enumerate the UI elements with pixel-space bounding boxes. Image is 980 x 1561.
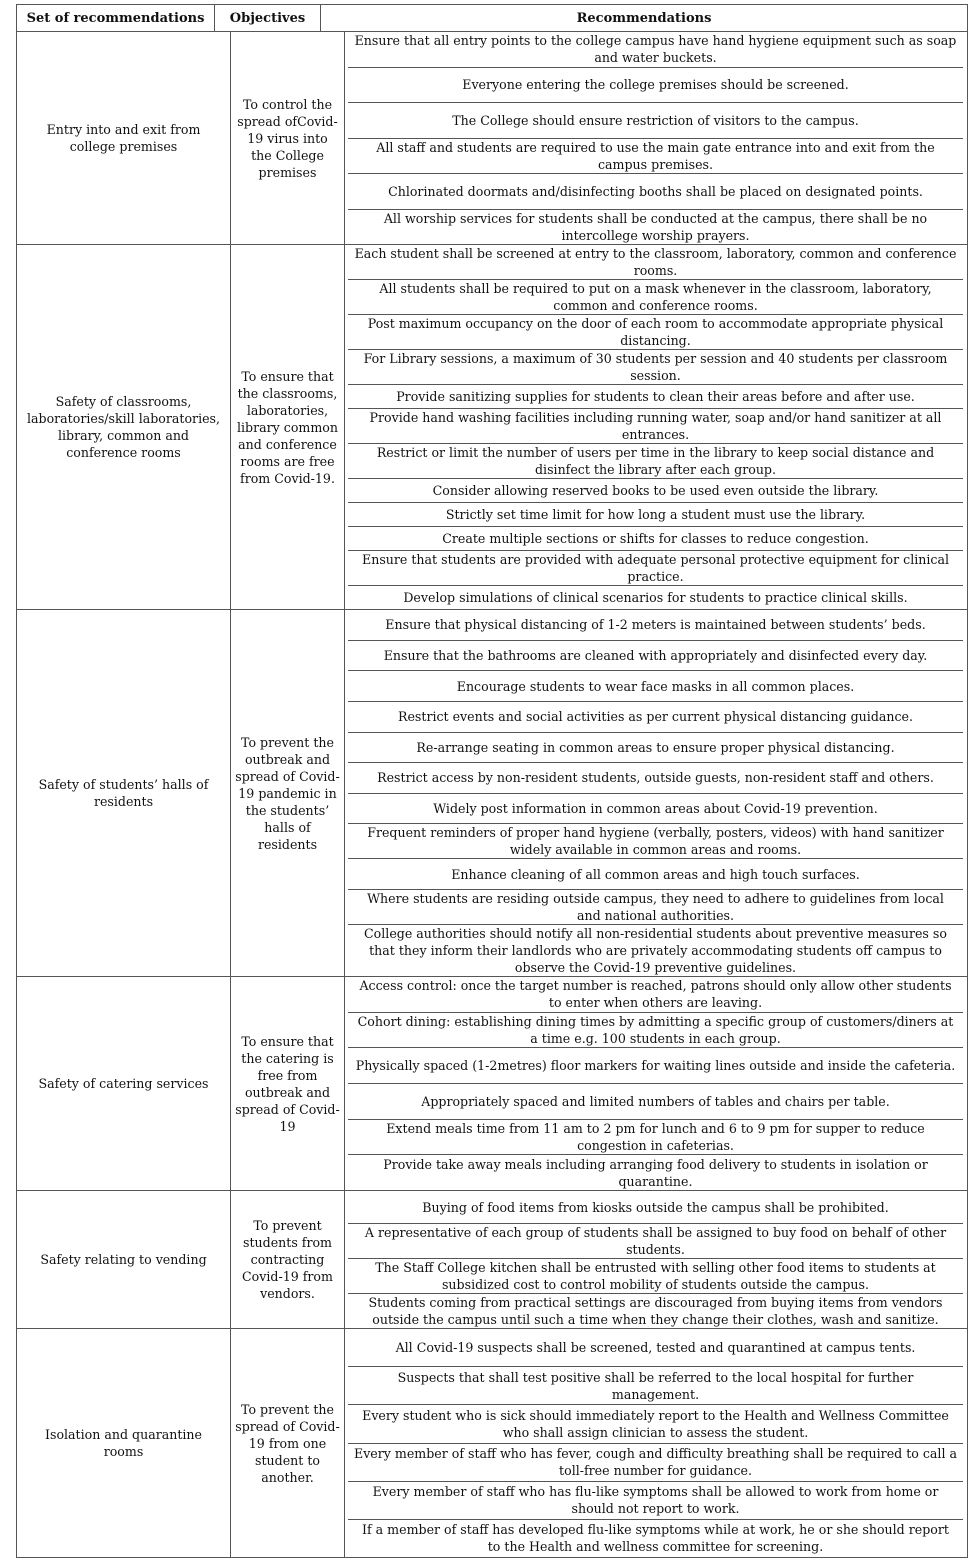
recommendation-item: Everyone entering the college premises should be screened. [348, 68, 963, 104]
table-row [16, 1190, 968, 1328]
recommendation-item: Suspects that shall test positive shall be referred to the local hospital for further management. [348, 1367, 963, 1405]
recommendation-item: Each student shall be screened at entry to the classroom, laboratory, common and conference rooms. [348, 245, 963, 280]
recommendation-item: Ensure that students are provided with adequate personal protective equipment for clinical practice. [348, 551, 963, 586]
recommendation-item: All students shall be required to put on a mask whenever in the classroom, laboratory, common and conference rooms. [348, 280, 963, 315]
recommendation-item: Restrict events and social activities as per current physical distancing guidance. [348, 702, 963, 733]
recommendation-item: If a member of staff has developed flu-like symptoms while at work, he or she should report to the Health and wellness committee for screening. [362, 1522, 949, 1555]
recommendation-item: Cohort dining: establishing dining times by admitting a specific group of customers/diners at a time e.g. 100 students in each group. [348, 1013, 963, 1049]
recommendation-item: Ensure that physical distancing of 1-2 meters is maintained between students’ beds. [348, 610, 963, 641]
header-set-of-recommendations: Set of recommendations [17, 5, 215, 31]
recommendation-item: Ensure that all entry points to the college campus have hand hygiene equipment such as soap and water buckets. [348, 32, 963, 68]
objective-cell: To ensure that the catering is free from outbreak and spread of Covid-19 [231, 977, 345, 1190]
recommendation-item: Where students are residing outside campus, they need to adhere to guidelines from local and national authorities. [348, 890, 963, 925]
recommendations-list [345, 245, 967, 609]
recommendation-item: Appropriately spaced and limited numbers of tables and chairs per table. [348, 1084, 963, 1120]
set-of-recommendations-cell: Safety relating to vending [17, 1191, 231, 1328]
recommendation-item: Ensure that the bathrooms are cleaned with appropriately and disinfected every day. [348, 641, 963, 672]
recommendation-item: Develop simulations of clinical scenarios for students to practice clinical skills. [403, 590, 908, 605]
objective-cell: To prevent the spread of Covid-19 from one student to another. [231, 1329, 345, 1557]
recommendation-item: Frequent reminders of proper hand hygiene (verbally, posters, videos) with hand sanitizer widely available in common areas and rooms. [348, 824, 963, 859]
set-of-recommendations-cell: Safety of students’ halls of residents [17, 610, 231, 976]
recommendation-item: Physically spaced (1-2metres) floor markers for waiting lines outside and inside the cafeteria. [348, 1048, 963, 1084]
objective-cell: To prevent the outbreak and spread of Covid-19 pandemic in the students’ halls of residents [231, 610, 345, 976]
set-of-recommendations-cell: Safety of catering services [17, 977, 231, 1190]
recommendation-item: Re-arrange seating in common areas to ensure proper physical distancing. [348, 733, 963, 764]
recommendation-item: Strictly set time limit for how long a student must use the library. [348, 503, 963, 527]
recommendations-table [16, 4, 968, 1558]
recommendation-item: Restrict access by non-resident students, outside guests, non-resident staff and others. [348, 763, 963, 794]
table-row [16, 609, 968, 976]
table-row [16, 1328, 968, 1558]
recommendation-item: Consider allowing reserved books to be used even outside the library. [348, 479, 963, 503]
recommendation-item: Enhance cleaning of all common areas and high touch surfaces. [348, 859, 963, 890]
recommendation-item: All staff and students are required to use the main gate entrance into and exit from the campus premises. [348, 139, 963, 175]
recommendation-item: Chlorinated doormats and/disinfecting booths shall be placed on designated points. [348, 174, 963, 210]
table-row [16, 976, 968, 1190]
recommendation-item: Students coming from practical settings are discouraged from buying items from vendors outside the campus until such a time when they change their clothes, wash and sanitize. [368, 1295, 943, 1327]
recommendation-item: Every student who is sick should immediately report to the Health and Wellness Committee who shall assign clinician to assess the student. [348, 1405, 963, 1443]
recommendation-item: Every member of staff who has fever, cough and difficulty breathing shall be required to call a toll-free number for guidance. [348, 1444, 963, 1482]
recommendation-item: A representative of each group of students shall be assigned to buy food on behalf of other students. [348, 1224, 963, 1259]
recommendation-item: Buying of food items from kiosks outside the campus shall be prohibited. [348, 1191, 963, 1224]
set-of-recommendations-cell: Isolation and quarantine rooms [17, 1329, 231, 1557]
recommendation-item: Provide hand washing facilities including running water, soap and/or hand sanitizer at all entrances. [348, 409, 963, 444]
recommendation-item: All worship services for students shall be conducted at the campus, there shall be no intercollege worship prayers. [383, 210, 928, 243]
recommendations-list [345, 977, 967, 1190]
set-of-recommendations-cell: Entry into and exit from college premises [17, 32, 231, 244]
recommendation-item: The Staff College kitchen shall be entrusted with selling other food items to students at subsidized cost to control mobility of students outside the campus. [348, 1259, 963, 1294]
recommendation-item: The College should ensure restriction of visitors to the campus. [348, 103, 963, 139]
objective-cell: To control the spread ofCovid-19 virus into the College premises [231, 32, 345, 244]
table-row [16, 31, 968, 244]
header-recommendations: Recommendations [576, 10, 712, 26]
recommendation-item: Post maximum occupancy on the door of each room to accommodate appropriate physical distancing. [348, 315, 963, 350]
recommendation-item: All Covid-19 suspects shall be screened, tested and quarantined at campus tents. [348, 1329, 963, 1367]
recommendation-item: For Library sessions, a maximum of 30 students per session and 40 students per classroom session. [348, 350, 963, 385]
set-of-recommendations-cell: Safety of classrooms, laboratories/skill laboratories, library, common and conference rooms [17, 245, 231, 609]
recommendation-item: Create multiple sections or shifts for classes to reduce congestion. [348, 527, 963, 551]
recommendations-list [345, 1191, 967, 1328]
recommendation-item: Provide take away meals including arranging food delivery to students in isolation or quarantine. [383, 1156, 928, 1189]
recommendations-list [345, 32, 967, 244]
recommendation-item: Access control: once the target number is reached, patrons should only allow other students to enter when others are leaving. [348, 977, 963, 1013]
recommendation-item: Extend meals time from 11 am to 2 pm for lunch and 6 to 9 pm for supper to reduce congestion in cafeterias. [348, 1120, 963, 1156]
recommendation-item: College authorities should notify all non-residential students about preventive measures so that they inform their landlords who are privately accommodating students off campus to observe the Covid-19 preventive guidelines. [364, 926, 947, 975]
objective-cell: To prevent students from contracting Covid-19 from vendors. [231, 1191, 345, 1328]
table-body [16, 31, 968, 1558]
recommendation-item: Encourage students to wear face masks in all common places. [348, 671, 963, 702]
recommendation-item: Provide sanitizing supplies for students to clean their areas before and after use. [348, 385, 963, 409]
recommendation-item: Restrict or limit the number of users per time in the library to keep social distance and disinfect the library after each group. [348, 444, 963, 479]
objective-cell: To ensure that the classrooms, laboratories, library common and conference rooms are free from Covid-19. [231, 245, 345, 609]
recommendation-item: Widely post information in common areas about Covid-19 prevention. [348, 794, 963, 825]
table-header-row [16, 4, 968, 31]
table-row [16, 244, 968, 609]
header-objectives: Objectives [215, 5, 321, 31]
recommendations-list [345, 1329, 967, 1557]
recommendations-list [345, 610, 967, 976]
recommendation-item: Every member of staff who has flu-like symptoms shall be allowed to work from home or should not report to work. [348, 1482, 963, 1520]
